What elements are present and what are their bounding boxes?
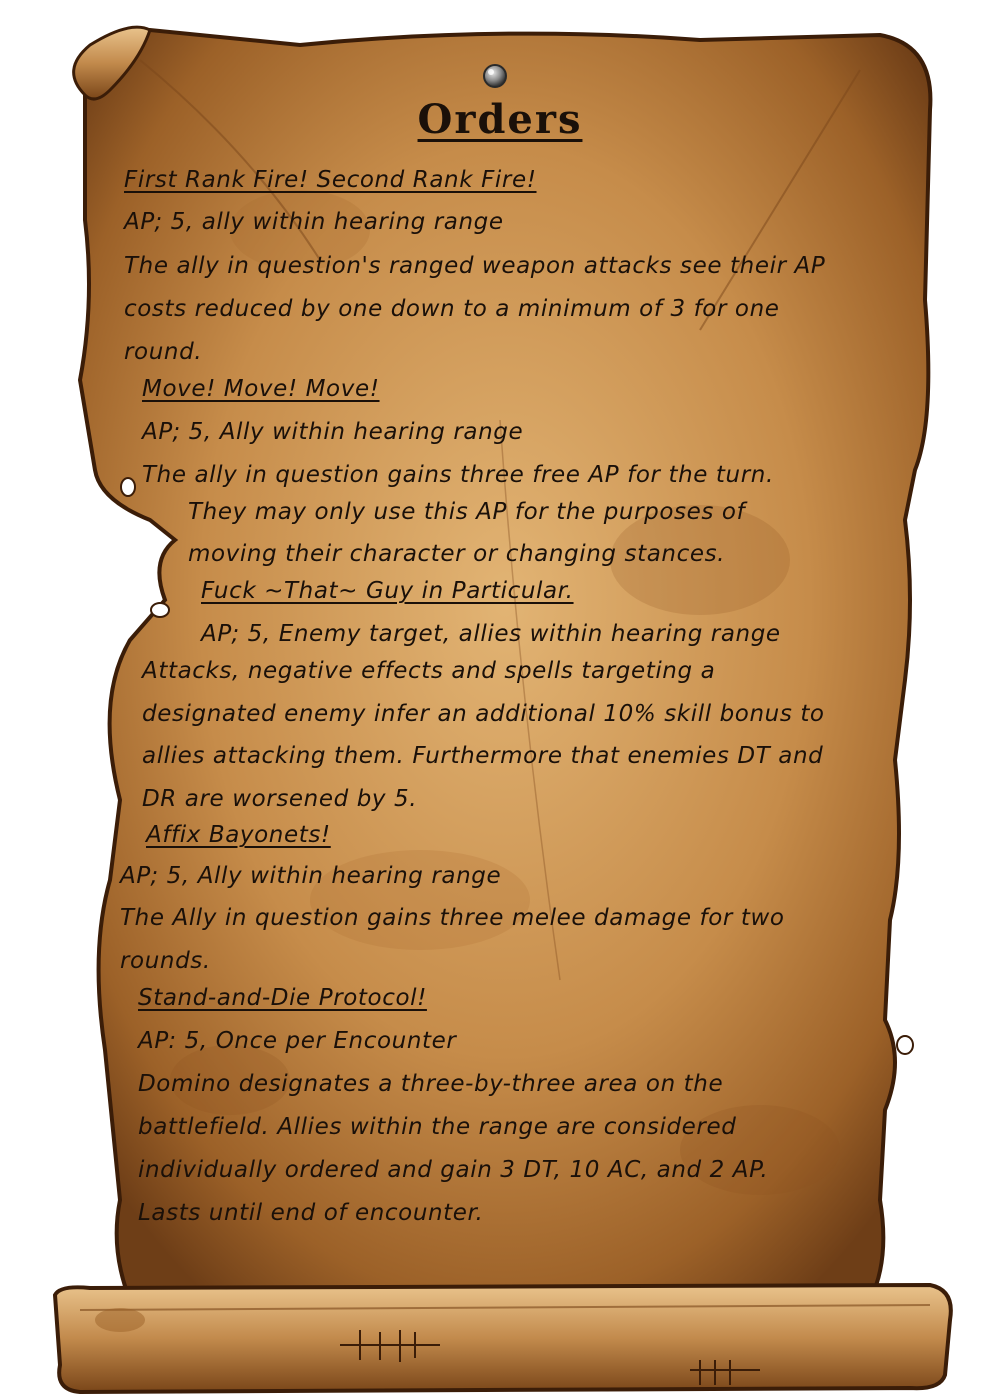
order-name: Move! Move! Move! [142, 376, 380, 402]
order-description-line: The ally in question gains three free AP for the turn. [142, 462, 774, 488]
order-description-line: The Ally in question gains three melee damage for two [120, 905, 785, 931]
order-description-line: designated enemy infer an additional 10% skill bonus to [142, 701, 825, 727]
order-cost: AP; 5, Ally within hearing range [120, 863, 502, 889]
order-name: Affix Bayonets! [146, 822, 331, 848]
order-description-line: Lasts until end of encounter. [138, 1200, 484, 1226]
order-description-line: allies attacking them. Furthermore that enemies DT and [142, 743, 824, 769]
order-cost: AP: 5, Once per Encounter [138, 1028, 457, 1054]
pin-icon [484, 65, 506, 87]
order-description-line: Domino designates a three-by-three area on the [138, 1071, 724, 1097]
order-description-line: rounds. [120, 948, 211, 974]
scroll-roll-bottom [55, 1285, 951, 1392]
order-description-line: costs reduced by one down to a minimum of 3 for one [124, 296, 780, 322]
order-name: First Rank Fire! Second Rank Fire! [124, 167, 537, 193]
order-name: Stand-and-Die Protocol! [138, 985, 427, 1011]
order-description-line: DR are worsened by 5. [142, 786, 418, 812]
order-description-line: They may only use this AP for the purposes of [188, 499, 746, 525]
order-description-line: moving their character or changing stances. [188, 541, 726, 567]
order-description-line: The ally in question's ranged weapon attacks see their AP [124, 253, 826, 279]
order-description-line: Attacks, negative effects and spells targeting a [142, 658, 716, 684]
order-description-line: round. [124, 339, 203, 365]
order-description-line: individually ordered and gain 3 DT, 10 AC, and 2 AP. [138, 1157, 769, 1183]
page-title: Orders [417, 96, 583, 143]
order-cost: AP; 5, Enemy target, allies within hearing range [201, 621, 781, 647]
order-name: Fuck ~That~ Guy in Particular. [201, 578, 574, 604]
order-description-line: battlefield. Allies within the range are considered [138, 1114, 737, 1140]
order-cost: AP; 5, Ally within hearing range [142, 419, 524, 445]
order-cost: AP; 5, ally within hearing range [124, 209, 504, 235]
